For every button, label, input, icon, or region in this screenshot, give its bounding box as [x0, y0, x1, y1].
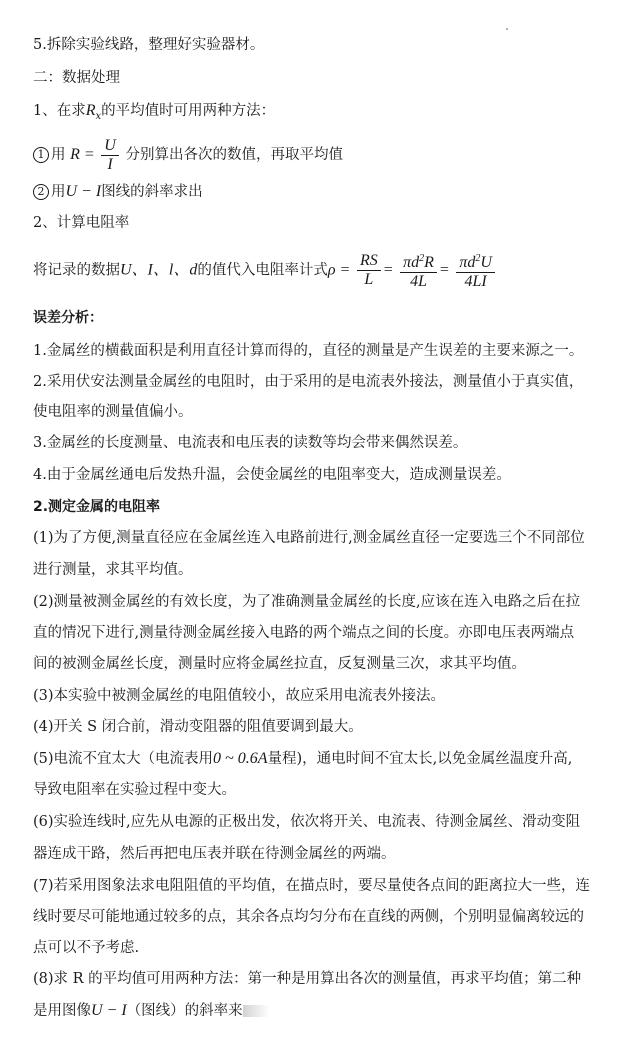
note6a: (6)实验连线时,应先从电源的正极出发，依次将开关、电流表、待测金属丝、滑动变阻: [33, 814, 581, 830]
error-p4: 4.由于金属丝通电后发热升温，会使金属丝的电阻率变大，造成测量误差。: [33, 467, 511, 483]
fraction-pid2u-over-4li: $\frac{\pi d^2U}{4LI}$: [456, 250, 495, 291]
method2-line: 2 用U − I图线的斜率求出: [33, 182, 203, 202]
item1-line: 1、在求$R_x$的平均值时可用两种方法：: [33, 102, 276, 122]
note4: (4)开关 S 闭合前，滑动变阻器的阻值要调到最大。: [33, 719, 363, 735]
note5b: 导致电阻率在实验过程中变大。: [33, 782, 236, 798]
error-p3: 3.金属丝的长度测量、电流表和电压表的读数等均会带来偶然误差。: [33, 435, 468, 451]
circled-number-1: 1: [33, 147, 49, 163]
fraction-u-over-i: $\frac{U}{I}$: [101, 137, 119, 174]
error-p2b: 使电阻率的测量值偏小。: [33, 404, 193, 420]
note2b: 直的情况下进行,测量待测金属丝接入电路的两个端点之间的长度。亦即电压表两端点: [33, 625, 575, 641]
step5-line: 5.拆除实验线路，整理好实验器材。: [33, 37, 265, 53]
section2-heading: 2.测定金属的电阻率: [33, 499, 161, 515]
section-data-processing: 二：数据处理: [33, 70, 120, 86]
circled-number-2: 2: [33, 184, 49, 200]
fade-out-mark: [243, 1005, 269, 1017]
note3: (3)本实验中被测金属丝的电阻值较小，故应采用电流表外接法。: [33, 688, 446, 704]
fraction-pid2r-over-4l: $\frac{\pi d^2R}{4L}$: [400, 250, 437, 291]
note2a: (2)测量被测金属丝的有效长度，为了准确测量金属丝的长度,应该在连入电路之后在拉: [33, 594, 581, 610]
fraction-rs-over-l: $\frac{RS}{L}$: [357, 252, 381, 289]
note5a: (5)电流不宜太大（电流表用0 ~ 0.6A量程)，通电时间不宜太长,以免金属丝温度升高,: [33, 750, 573, 767]
note1b: 进行测量，求其平均值。: [33, 562, 193, 578]
item2-line: 2、计算电阻率: [33, 215, 130, 231]
stray-dot: [506, 28, 508, 30]
note2c: 间的被测金属丝长度，测量时应将金属丝拉直，反复测量三次，求其平均值。: [33, 656, 526, 672]
note8b: 是用图像U − I（图线）的斜率来: [33, 1001, 269, 1021]
error-analysis-heading: 误差分析：: [33, 310, 103, 326]
error-p2a: 2.采用伏安法测量金属丝的电阻时，由于采用的是电流表外接法，测量值小于真实值，: [33, 374, 584, 390]
note8a: (8)求 R 的平均值可用两种方法：第一种是用算出各次的测量值，再求平均值；第二种: [33, 971, 582, 987]
error-p1: 1.金属丝的横截面积是利用直径计算而得的，直径的测量是产生误差的主要来源之一。: [33, 343, 584, 359]
note7c: 点可以不予考虑.: [33, 940, 140, 956]
method1-line: 1 用 R = $\frac{U}{I}$ 分别算出各次的数值，再取平均值: [33, 135, 343, 175]
note7a: (7)若采用图象法求电阻阻值的平均值，在描点时，要尽量使各点间的距离拉大一些，连: [33, 878, 591, 894]
resistivity-formula-line: 将记录的数据U、I、l、d的值代入电阻率计式ρ = $\frac{RS}{L}$ = $\frac{\pi d^2R}{4L}$ = $\frac{\pi d^2U}{4LI}$: [33, 250, 497, 291]
note6b: 器连成干路，然后再把电压表并联在待测金属丝的两端。: [33, 846, 396, 862]
note1a: (1)为了方便,测量直径应在金属丝连入电路前进行,测金属丝直径一定要选三个不同部位: [33, 530, 585, 546]
note7b: 线时要尽可能地通过较多的点，其余各点均匀分布在直线的两侧，个别明显偏离较远的: [33, 909, 584, 925]
